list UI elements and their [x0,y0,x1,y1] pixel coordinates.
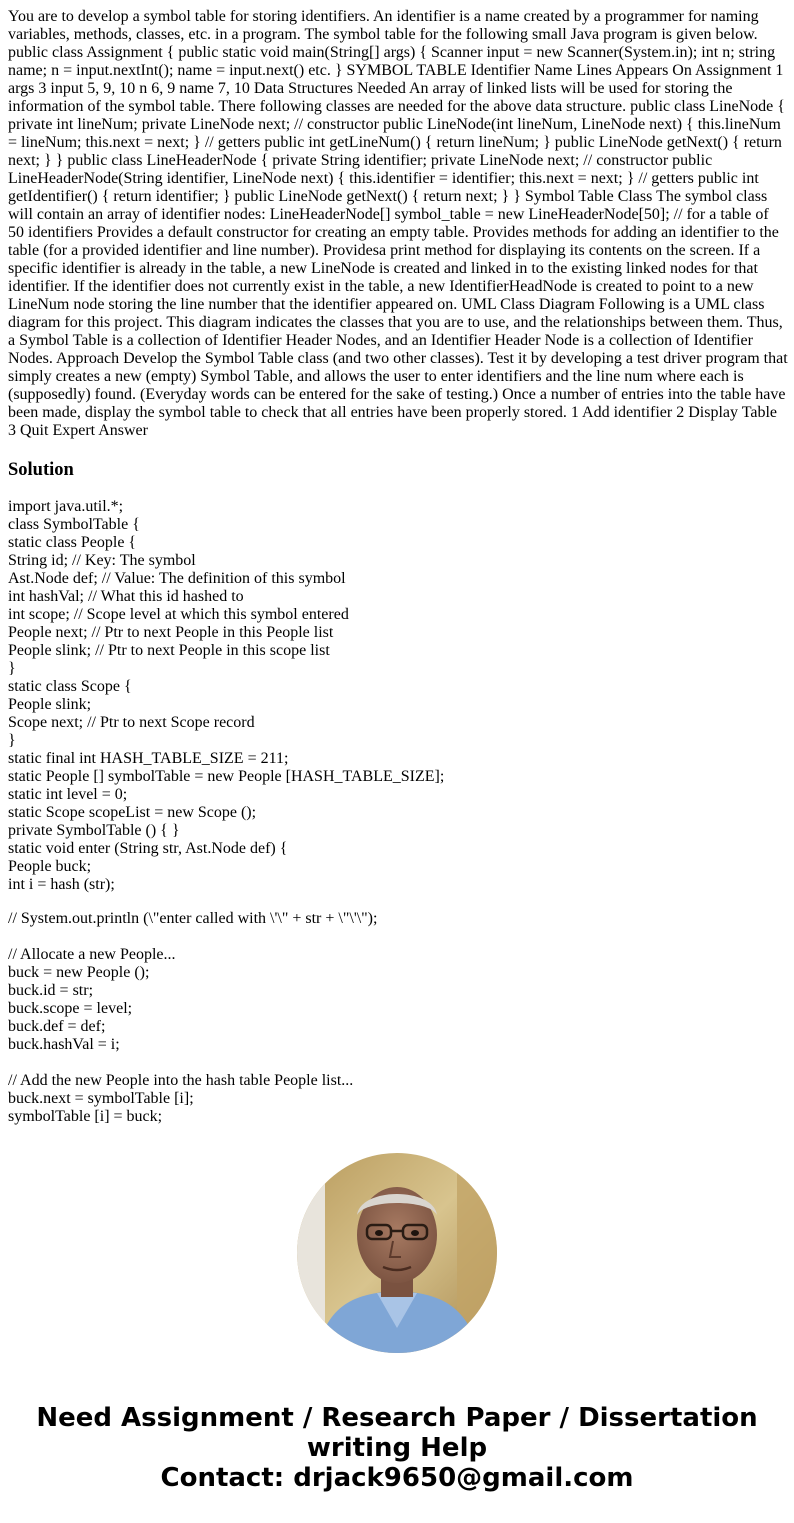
code-block-allocate: // Allocate a new People... buck = new People (); buck.id = str; buck.scope = level; buck.def = def; buck.hashVal = i; [8,946,176,1053]
code-block-debug-comment: // System.out.println (\"enter called with \'\" + str + \"\'\"); [8,910,378,927]
question-text: You are to develop a symbol table for storing identifiers. An identifier is a name created by a programmer for naming variables, methods, classes, etc. in a program. The symbol table for the following small Java program is given below. public class Assignment { public static void main(String[] args) { Scanner input = new Scanner(System.in); int n; string name; n = input.nextInt(); name = input.next() etc. } SYMBOL TABLE Identifier Name Lines Appears On Assignment 1 args 3 input 5, 9, 10 n 6, 9 name 7, 10 Data Structures Needed An array of linked lists will be used for storing the information of the symbol table. There following classes are needed for the above data structure. public class LineNode { private int lineNum; private LineNode next; // constructor public LineNode(int lineNum, LineNode next) { this.lineNum = lineNum; this.next = next; } // getters public int getLineNum() { return lineNum; } public LineNode getNext() { return next; } } public class LineHeaderNode { private String identifier; private LineNode next; // constructor public LineHeaderNode(String identifier, LineNode next) { this.identifier = identifier; this.next = next; } // getters public int getIdentifier() { return identifier; } public LineNode getNext() { return next; } } Symbol Table Class The symbol class will contain an array of identifier nodes: LineHeaderNode[] symbol_table = new LineHeaderNode[50]; // for a table of 50 identifiers Provides a default constructor for creating an empty table. Provides methods for adding an identifier to the table (for a provided identifier and line number). Providesa print method for displaying its contents on the screen. If a specific identifier is already in the table, a new LineNode is created and linked in to the existing linked nodes for that identifier. If the identifier does not currently exist in the table, a new IdentifierHeadNode is created to point to a new LineNum node storing the line number that the identifier appeared on. UML Class Diagram Following is a UML class diagram for this project. This diagram indicates the classes that you are to use, and the relationships between them. Thus, a Symbol Table is a collection of Identifier Header Nodes, and an Identifier Header Node is a collection of Identifier Nodes. Approach Develop the Symbol Table class (and two other classes). Test it by developing a test driver program that simply creates a new (empty) Symbol Table, and allows the user to enter identifiers and the line num where each is (supposedly) found. (Everyday words can be entered for the sake of testing.) Once a number of entries into the table have been made, display the symbol table to check that all entries have been properly stored. 1 Add identifier 2 Display Table 3 Quit Expert Answer [8,8,788,439]
solution-heading: Solution [8,460,74,480]
promo-line-1: Need Assignment / Research Paper / Dissertation [36,1403,758,1433]
code-block-add-to-table: // Add the new People into the hash table People list... buck.next = symbolTable [i]; symbolTable [i] = buck; [8,1072,354,1125]
promo-contact-line: Contact: drjack9650@gmail.com [160,1463,634,1493]
tutor-portrait-image [297,1153,497,1353]
promo-line-2: writing Help [306,1433,488,1463]
tutor-avatar [297,1153,497,1353]
promo-banner [0,1403,794,1493]
code-block-declarations: import java.util.*; class SymbolTable { static class People { String id; // Key: The symbol Ast.Node def; // Value: The definition of this symbol int hashVal; // What this id hashed to int scope; // Scope level at which this symbol entered People next; // Ptr to next People in this People list People slink; // Ptr to next People in this scope list } static class Scope { People slink; Scope next; // Ptr to next Scope record } static final int HASH_TABLE_SIZE = 211; static People [] symbolTable = new People [HASH_TABLE_SIZE]; static int level = 0; static Scope scopeList = new Scope (); private SymbolTable () { } static void enter (String str, Ast.Node def) { People buck; int i = hash (str); [8,498,445,893]
